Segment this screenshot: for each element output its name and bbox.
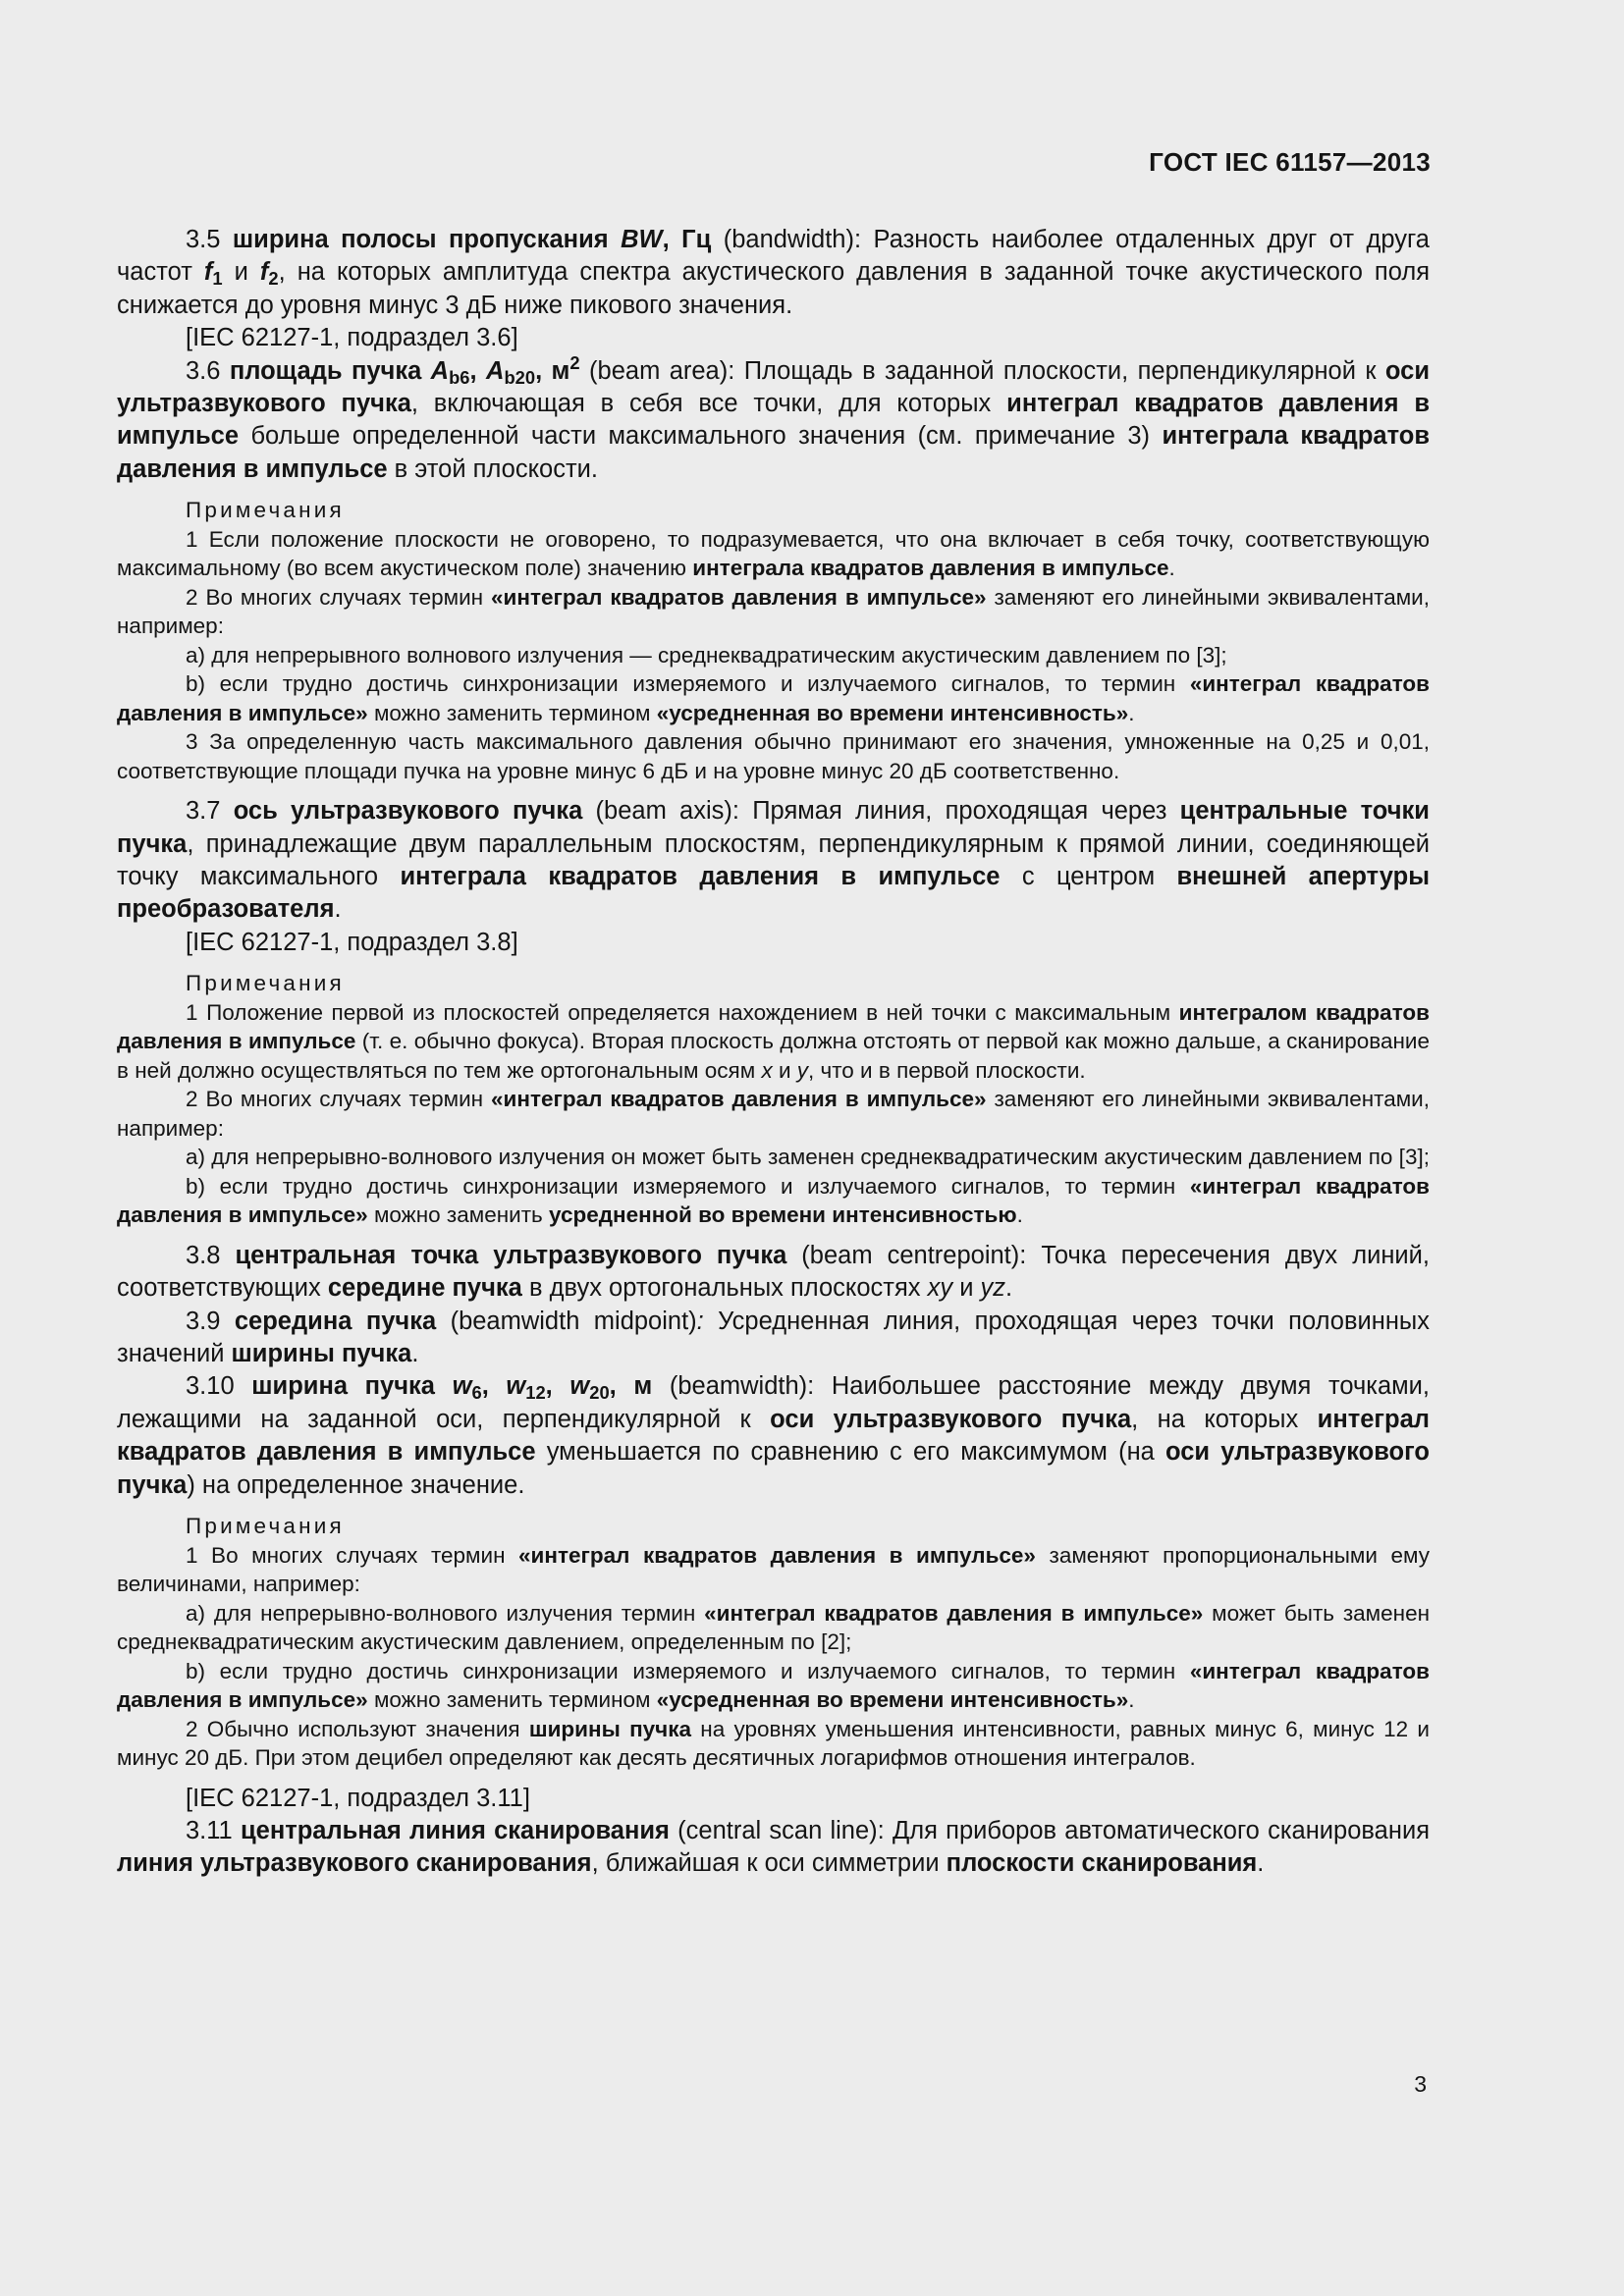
note-paragraph: 2 Обычно используют значения ширины пучка на уровнях уменьшения интенсивности, равных минус 6, минус 12 и минус 20 дБ. При этом децибел определяют как десять десятичных логарифмов отношения интегралов. — [117, 1716, 1430, 1771]
spacer — [117, 959, 1430, 969]
note-paragraph: a) для непрерывно-волнового излучения он может быть заменен среднеквадратическим акустическим давлением по [3]; — [186, 1145, 1430, 1170]
body-paragraph: [IEC 62127-1, подраздел 3.11] — [186, 1784, 530, 1812]
notes-heading: Примечания — [186, 1514, 345, 1539]
notes-heading: Примечания — [186, 971, 345, 996]
page-number: 3 — [1414, 2071, 1427, 2097]
document-header: ГОСТ IEC 61157—2013 — [1149, 147, 1431, 177]
spacer — [117, 785, 1430, 795]
notes-heading: Примечания — [186, 498, 345, 523]
body-paragraph: [IEC 62127-1, подраздел 3.6] — [186, 324, 518, 352]
note-paragraph: b) если трудно достичь синхронизации измеряемого и излучаемого сигналов, то термин «интеграл квадратов давления в импульсе» можно заменить термином «усредненная во времени интенсивность». — [117, 1658, 1430, 1713]
body-paragraph: 3.8 центральная точка ультразвукового пучка (beam centrepoint): Точка пересечения двух линий, соответствующих середине пучка в двух ортогональных плоскостях xy и yz. — [117, 1241, 1430, 1303]
body-paragraph: 3.11 центральная линия сканирования (central scan line): Для приборов автоматического сканирования линия ультразвукового сканирования, ближайшая к оси симметрии плоскости сканирования. — [117, 1816, 1430, 1878]
spacer — [117, 1230, 1430, 1240]
body-paragraph: [IEC 62127-1, подраздел 3.8] — [186, 928, 518, 956]
note-paragraph: b) если трудно достичь синхронизации измеряемого и излучаемого сигналов, то термин «интеграл квадратов давления в импульсе» можно заменить термином «усредненная во времени интенсивность». — [117, 671, 1430, 725]
note-paragraph: 3 За определенную часть максимального давления обычно принимают его значения, умноженные на 0,25 и 0,01, соответствующие площади пучка на уровне минус 6 дБ и на уровне минус 20 дБ соответственно. — [117, 729, 1430, 783]
body-paragraph: 3.7 ось ультразвукового пучка (beam axis): Прямая линия, проходящая через центральные точки пучка, принадлежащие двум параллельным плоскостям, перпендикулярным к прямой линии, соединяющей точку максимального интеграла квадратов давления в импульсе с центром внешней апертуры преобразователя. — [117, 797, 1430, 924]
body-paragraph: 3.10 ширина пучка $w_6$, $w_{12}$, $w_{20}$, м (beamwidth): Наибольшее расстояние между двумя точками, лежащими на заданной оси, перпендикулярной к оси ультразвукового пучка, на которых интеграл квадратов давления в импульсе уменьшается по сравнению с его максимумом (на оси ультразвукового пучка) на определенное значение. — [117, 1372, 1431, 1499]
document-body — [117, 224, 1430, 1881]
note-paragraph: a) для непрерывного волнового излучения — среднеквадратическим акустическим давлением по [3]; — [186, 642, 1227, 667]
note-paragraph: 2 Во многих случаях термин «интеграл квадратов давления в импульсе» заменяют его линейными эквивалентами, например: — [117, 584, 1430, 639]
spacer — [117, 1773, 1430, 1783]
body-paragraph: 3.5 ширина полосы пропускания BW, Гц (bandwidth): Разность наиболее отдаленных друг от друга частот $f_1$ и $f_2$, на которых амплитуда спектра акустического давления в заданной точке акустического поля снижается до уровня минус 3 дБ ниже пикового значения. — [117, 226, 1431, 319]
body-paragraph: 3.6 площадь пучка $A_{b6}$, $A_{b20}$, $м^2$ (beam area): Площадь в заданной плоскости, перпендикулярной к оси ультразвукового пучка, включающая в себя все точки, для которых интеграл квадратов давления в импульсе больше определенной части максимального значения (см. примечание 3) интеграла квадратов давления в импульсе в этой плоскости. — [117, 351, 1431, 483]
note-paragraph: 2 Во многих случаях термин «интеграл квадратов давления в импульсе» заменяют его линейными эквивалентами, например: — [117, 1087, 1430, 1141]
body-paragraph: 3.9 середина пучка (beamwidth midpoint): Усредненная линия, проходящая через точки половинных значений ширины пучка. — [117, 1307, 1430, 1367]
note-paragraph: 1 Если положение плоскости не оговорено, то подразумевается, что она включает в себя точку, соответствующую максимальному (во всем акустическом поле) значению интеграла квадратов давления в импульсе. — [117, 526, 1430, 581]
note-paragraph: b) если трудно достичь синхронизации измеряемого и излучаемого сигналов, то термин «интеграл квадратов давления в импульсе» можно заменить усредненной во времени интенсивностью. — [117, 1173, 1430, 1228]
spacer — [117, 1502, 1430, 1512]
note-paragraph: 1 Во многих случаях термин «интеграл квадратов давления в импульсе» заменяют пропорциональными ему величинами, например: — [117, 1542, 1430, 1597]
note-paragraph: 1 Положение первой из плоскостей определяется нахождением в ней точки с максимальным интегралом квадратов давления в импульсе (т. е. обычно фокуса). Вторая плоскость должна отстоять от первой как можно дальше, а сканирование в ней должно осуществляться по тем же ортогональным осям x и y, что и в первой плоскости. — [117, 999, 1430, 1083]
note-paragraph: a) для непрерывно-волнового излучения термин «интеграл квадратов давления в импульсе» может быть заменен среднеквадратическим акустическим давлением, определенным по [2]; — [117, 1600, 1431, 1655]
spacer — [117, 486, 1430, 496]
